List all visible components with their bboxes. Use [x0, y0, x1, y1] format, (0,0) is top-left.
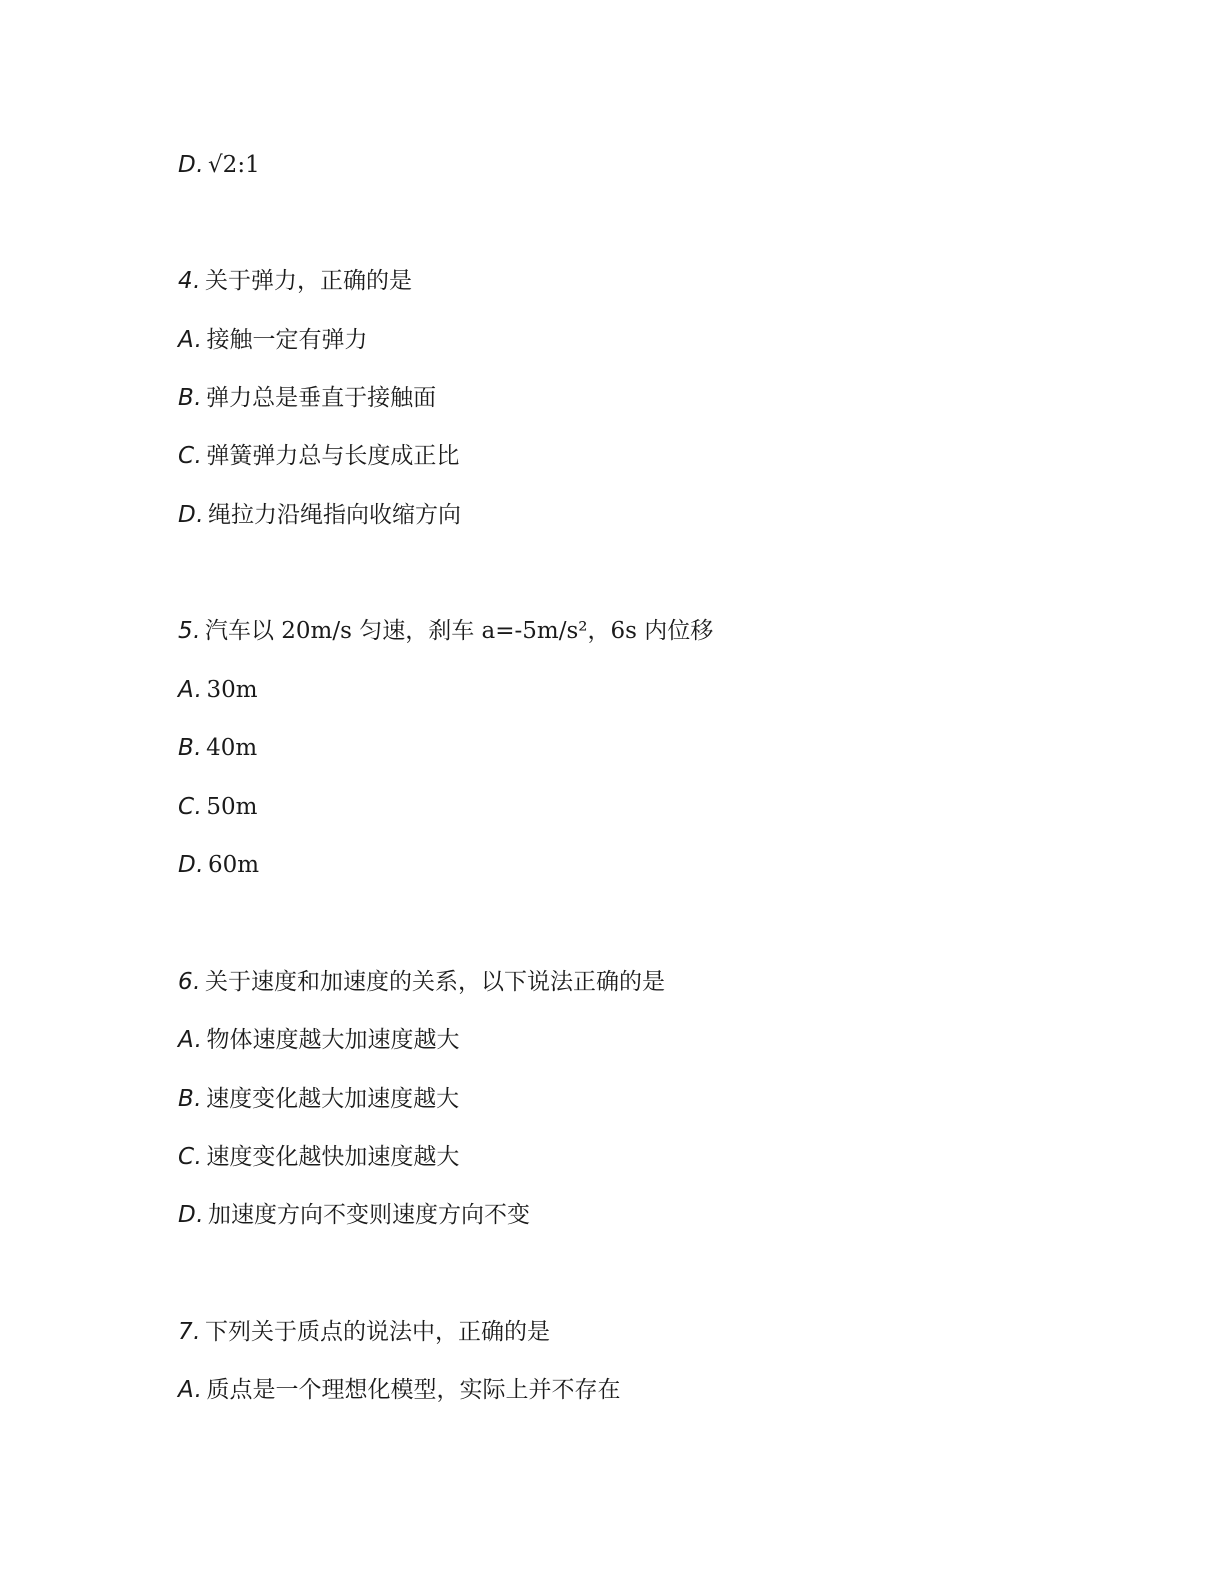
question-4-stem — [178, 266, 412, 296]
question-text: 关于速度和加速度的关系，以下说法正确的是 — [204, 969, 665, 995]
question-4-option-c — [178, 441, 459, 471]
option-label: A. — [178, 677, 203, 703]
option-text: 弹簧弹力总与长度成正比 — [206, 443, 460, 469]
question-7-stem — [178, 1317, 550, 1347]
question-text: 下列关于质点的说法中，正确的是 — [204, 1319, 550, 1345]
question-5-stem — [178, 616, 713, 646]
option-text: 接触一定有弹力 — [206, 327, 368, 353]
option-label: A. — [178, 1027, 203, 1053]
option-text: 弹力总是垂直于接触面 — [206, 385, 437, 411]
option-label: C. — [178, 794, 203, 820]
question-number: 7. — [178, 1319, 201, 1345]
option-label: D. — [178, 1202, 205, 1228]
question-6-option-d — [178, 1200, 530, 1230]
option-label: D. — [178, 152, 205, 178]
question-6-stem — [178, 967, 665, 997]
option-label: B. — [178, 1086, 203, 1112]
question-5-option-c — [178, 792, 257, 822]
question-4-option-d — [178, 500, 461, 530]
question-6-option-b — [178, 1084, 459, 1114]
option-text: 50m — [206, 794, 258, 820]
option-text: 速度变化越大加速度越大 — [206, 1086, 460, 1112]
option-label: A. — [178, 1377, 203, 1403]
option-label: C. — [178, 1144, 203, 1170]
option-text: 40m — [206, 735, 258, 761]
option-text: 加速度方向不变则速度方向不变 — [208, 1202, 531, 1228]
question-number: 6. — [178, 969, 201, 995]
question-text: 关于弹力，正确的是 — [204, 268, 412, 294]
question-4-option-a — [178, 325, 367, 355]
option-text: 30m — [206, 677, 258, 703]
option-label: C. — [178, 443, 203, 469]
option-label: B. — [178, 735, 203, 761]
option-text: 速度变化越快加速度越大 — [206, 1144, 460, 1170]
question-number: 4. — [178, 268, 201, 294]
option-text: √2:1 — [208, 152, 260, 178]
option-label: A. — [178, 327, 203, 353]
question-6-option-c — [178, 1142, 459, 1172]
question-number: 5. — [178, 618, 201, 644]
question-5-option-b — [178, 733, 257, 763]
question-6-option-a — [178, 1025, 459, 1055]
option-text: 60m — [208, 852, 260, 878]
option-label: D. — [178, 852, 205, 878]
question-5-option-d — [178, 850, 259, 880]
question-7-option-a — [178, 1375, 620, 1405]
option-label: D. — [178, 502, 205, 528]
question-5-option-a — [178, 675, 258, 705]
option-text: 物体速度越大加速度越大 — [206, 1027, 460, 1053]
question-4-option-b — [178, 383, 436, 413]
option-label: B. — [178, 385, 203, 411]
question-text: 汽车以 20m/s 匀速，刹车 a=-5m/s²，6s 内位移 — [204, 618, 714, 644]
option-text: 质点是一个理想化模型，实际上并不存在 — [206, 1377, 621, 1403]
prev-question-option-d — [178, 150, 260, 180]
option-text: 绳拉力沿绳指向收缩方向 — [208, 502, 462, 528]
